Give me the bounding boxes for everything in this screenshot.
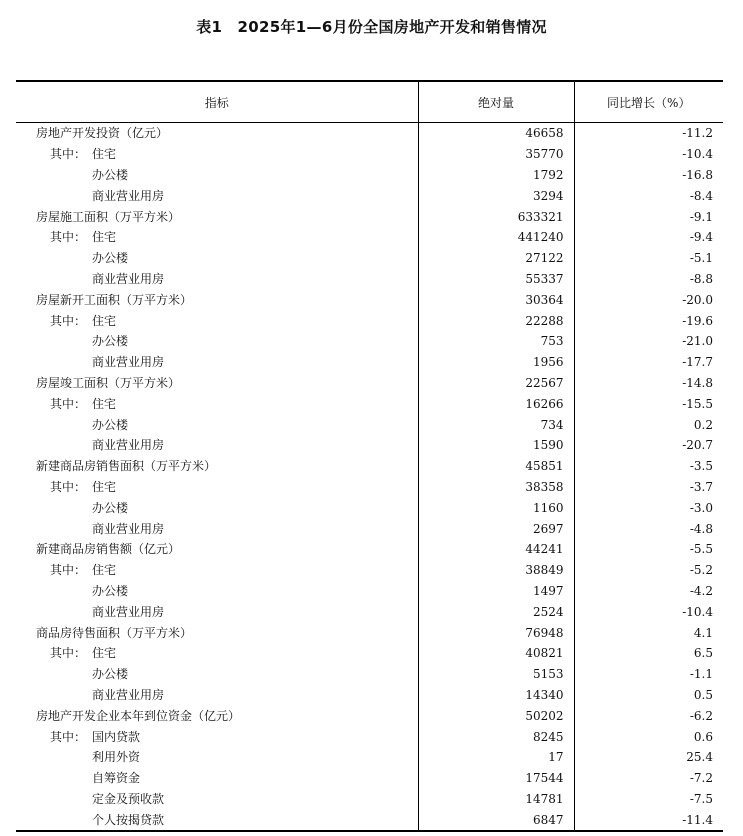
row-absolute-value: 14340	[418, 685, 574, 706]
row-prefix: 其中：	[50, 729, 87, 744]
row-growth-value: -8.4	[574, 185, 723, 206]
row-absolute-value: 44241	[418, 539, 574, 560]
table-row	[16, 185, 723, 206]
table-row	[16, 289, 723, 310]
row-growth-value: -11.2	[574, 123, 723, 144]
table-row	[16, 393, 723, 414]
row-label: 住宅	[92, 479, 117, 494]
row-indicator-cell	[16, 477, 418, 498]
row-absolute-value: 1590	[418, 435, 574, 456]
row-absolute-value: 38358	[418, 477, 574, 498]
row-label: 个人按揭贷款	[92, 812, 165, 827]
row-indicator-cell	[16, 248, 418, 269]
table-row	[16, 331, 723, 352]
statistics-table	[16, 80, 723, 832]
row-indicator-cell	[16, 747, 418, 768]
row-absolute-value: 633321	[418, 206, 574, 227]
row-growth-value: 6.5	[574, 643, 723, 664]
row-absolute-value: 50202	[418, 705, 574, 726]
row-indicator-cell	[16, 435, 418, 456]
row-label: 国内贷款	[92, 729, 141, 744]
table-row	[16, 601, 723, 622]
row-indicator-cell	[16, 685, 418, 706]
row-absolute-value: 753	[418, 331, 574, 352]
table-row	[16, 768, 723, 789]
row-label: 商业营业用房	[92, 521, 165, 536]
row-indicator-cell	[16, 664, 418, 685]
row-growth-value: -16.8	[574, 165, 723, 186]
row-growth-value: -7.5	[574, 789, 723, 810]
row-label: 商业营业用房	[92, 604, 165, 619]
header-growth: 同比增长（%）	[574, 81, 723, 123]
row-growth-value: 25.4	[574, 747, 723, 768]
table-row	[16, 310, 723, 331]
row-prefix: 其中：	[50, 230, 87, 245]
row-growth-value: -5.2	[574, 560, 723, 581]
row-indicator-cell	[16, 393, 418, 414]
row-indicator-cell	[16, 331, 418, 352]
row-absolute-value: 27122	[418, 248, 574, 269]
row-absolute-value: 30364	[418, 289, 574, 310]
table-row	[16, 144, 723, 165]
table-row	[16, 539, 723, 560]
table-body	[16, 123, 723, 832]
row-absolute-value: 40821	[418, 643, 574, 664]
row-growth-value: 0.6	[574, 726, 723, 747]
row-absolute-value: 3294	[418, 185, 574, 206]
row-indicator-cell	[16, 289, 418, 310]
row-growth-value: -21.0	[574, 331, 723, 352]
row-absolute-value: 76948	[418, 622, 574, 643]
header-row	[16, 81, 723, 123]
row-label: 房地产开发投资（亿元）	[36, 126, 169, 141]
row-absolute-value: 35770	[418, 144, 574, 165]
row-absolute-value: 38849	[418, 560, 574, 581]
row-label: 定金及预收款	[92, 791, 165, 806]
row-label: 商品房待售面积（万平方米）	[36, 625, 193, 640]
row-absolute-value: 1160	[418, 497, 574, 518]
row-growth-value: -6.2	[574, 705, 723, 726]
row-label: 住宅	[92, 147, 117, 162]
row-indicator-cell	[16, 539, 418, 560]
row-absolute-value: 17	[418, 747, 574, 768]
row-label: 办公楼	[92, 251, 129, 266]
row-label: 住宅	[92, 646, 117, 661]
table-row	[16, 705, 723, 726]
row-indicator-cell	[16, 789, 418, 810]
row-growth-value: -5.1	[574, 248, 723, 269]
row-absolute-value: 14781	[418, 789, 574, 810]
row-indicator-cell	[16, 456, 418, 477]
table-row	[16, 206, 723, 227]
row-label: 办公楼	[92, 500, 129, 515]
row-absolute-value: 2697	[418, 518, 574, 539]
row-indicator-cell	[16, 414, 418, 435]
row-growth-value: -3.0	[574, 497, 723, 518]
row-growth-value: -5.5	[574, 539, 723, 560]
row-indicator-cell	[16, 601, 418, 622]
row-absolute-value: 441240	[418, 227, 574, 248]
statistics-table-container	[16, 80, 723, 832]
table-row	[16, 414, 723, 435]
row-label: 办公楼	[92, 334, 129, 349]
table-row	[16, 747, 723, 768]
row-absolute-value: 22288	[418, 310, 574, 331]
row-growth-value: -8.8	[574, 269, 723, 290]
row-label: 商业营业用房	[92, 355, 165, 370]
row-growth-value: -9.1	[574, 206, 723, 227]
row-prefix: 其中：	[50, 479, 87, 494]
row-absolute-value: 46658	[418, 123, 574, 144]
row-absolute-value: 17544	[418, 768, 574, 789]
table-row	[16, 123, 723, 144]
row-indicator-cell	[16, 269, 418, 290]
row-label: 办公楼	[92, 167, 129, 182]
row-label: 住宅	[92, 563, 117, 578]
table-title: 表1 2025年1—6月份全国房地产开发和销售情况	[196, 18, 547, 36]
row-absolute-value: 45851	[418, 456, 574, 477]
row-indicator-cell	[16, 373, 418, 394]
row-label: 办公楼	[92, 583, 129, 598]
table-row	[16, 809, 723, 831]
row-label: 新建商品房销售额（亿元）	[36, 542, 181, 557]
row-absolute-value: 1497	[418, 581, 574, 602]
row-indicator-cell	[16, 581, 418, 602]
row-indicator-cell	[16, 123, 418, 144]
row-prefix: 其中：	[50, 396, 87, 411]
row-label: 住宅	[92, 230, 117, 245]
row-label: 利用外资	[92, 750, 141, 765]
row-growth-value: -9.4	[574, 227, 723, 248]
row-growth-value: -7.2	[574, 768, 723, 789]
table-row	[16, 560, 723, 581]
row-indicator-cell	[16, 705, 418, 726]
row-absolute-value: 1956	[418, 352, 574, 373]
row-indicator-cell	[16, 643, 418, 664]
header-indicator: 指标	[16, 81, 418, 123]
row-indicator-cell	[16, 165, 418, 186]
row-indicator-cell	[16, 768, 418, 789]
row-indicator-cell	[16, 622, 418, 643]
table-row	[16, 581, 723, 602]
row-label: 住宅	[92, 313, 117, 328]
row-absolute-value: 2524	[418, 601, 574, 622]
row-growth-value: -10.4	[574, 144, 723, 165]
row-indicator-cell	[16, 518, 418, 539]
table-row	[16, 685, 723, 706]
table-row	[16, 165, 723, 186]
header-absolute: 绝对量	[418, 81, 574, 123]
row-absolute-value: 16266	[418, 393, 574, 414]
row-growth-value: 0.2	[574, 414, 723, 435]
row-indicator-cell	[16, 206, 418, 227]
row-growth-value: 0.5	[574, 685, 723, 706]
table-row	[16, 227, 723, 248]
table-row	[16, 352, 723, 373]
row-growth-value: 4.1	[574, 622, 723, 643]
row-prefix: 其中：	[50, 313, 87, 328]
row-label: 办公楼	[92, 667, 129, 682]
row-label: 新建商品房销售面积（万平方米）	[36, 459, 217, 474]
table-row	[16, 643, 723, 664]
table-row	[16, 435, 723, 456]
row-absolute-value: 22567	[418, 373, 574, 394]
table-row	[16, 789, 723, 810]
row-growth-value: -4.2	[574, 581, 723, 602]
row-growth-value: -1.1	[574, 664, 723, 685]
row-absolute-value: 5153	[418, 664, 574, 685]
row-label: 商业营业用房	[92, 687, 165, 702]
row-growth-value: -17.7	[574, 352, 723, 373]
row-label: 房屋施工面积（万平方米）	[36, 209, 181, 224]
table-row	[16, 477, 723, 498]
row-growth-value: -3.5	[574, 456, 723, 477]
row-indicator-cell	[16, 809, 418, 831]
row-growth-value: -15.5	[574, 393, 723, 414]
row-absolute-value: 1792	[418, 165, 574, 186]
row-prefix: 其中：	[50, 646, 87, 661]
row-growth-value: -19.6	[574, 310, 723, 331]
row-absolute-value: 55337	[418, 269, 574, 290]
row-growth-value: -20.7	[574, 435, 723, 456]
row-growth-value: -4.8	[574, 518, 723, 539]
row-label: 商业营业用房	[92, 438, 165, 453]
row-growth-value: -10.4	[574, 601, 723, 622]
row-label: 房屋新开工面积（万平方米）	[36, 292, 193, 307]
table-row	[16, 518, 723, 539]
row-absolute-value: 6847	[418, 809, 574, 831]
table-row	[16, 269, 723, 290]
table-row	[16, 622, 723, 643]
row-growth-value: -11.4	[574, 809, 723, 831]
row-prefix: 其中：	[50, 563, 87, 578]
row-label: 商业营业用房	[92, 188, 165, 203]
row-prefix: 其中：	[50, 147, 87, 162]
row-label: 自筹资金	[92, 771, 141, 786]
row-growth-value: -14.8	[574, 373, 723, 394]
row-indicator-cell	[16, 227, 418, 248]
row-indicator-cell	[16, 726, 418, 747]
row-label: 房屋竣工面积（万平方米）	[36, 375, 181, 390]
table-row	[16, 456, 723, 477]
row-indicator-cell	[16, 310, 418, 331]
table-row	[16, 664, 723, 685]
table-row	[16, 373, 723, 394]
row-growth-value: -20.0	[574, 289, 723, 310]
row-indicator-cell	[16, 185, 418, 206]
row-indicator-cell	[16, 144, 418, 165]
row-label: 房地产开发企业本年到位资金（亿元）	[36, 708, 241, 723]
table-row	[16, 497, 723, 518]
table-row	[16, 726, 723, 747]
row-indicator-cell	[16, 497, 418, 518]
row-indicator-cell	[16, 352, 418, 373]
row-absolute-value: 734	[418, 414, 574, 435]
table-row	[16, 248, 723, 269]
row-growth-value: -3.7	[574, 477, 723, 498]
row-indicator-cell	[16, 560, 418, 581]
row-label: 住宅	[92, 396, 117, 411]
row-label: 商业营业用房	[92, 271, 165, 286]
row-label: 办公楼	[92, 417, 129, 432]
row-absolute-value: 8245	[418, 726, 574, 747]
